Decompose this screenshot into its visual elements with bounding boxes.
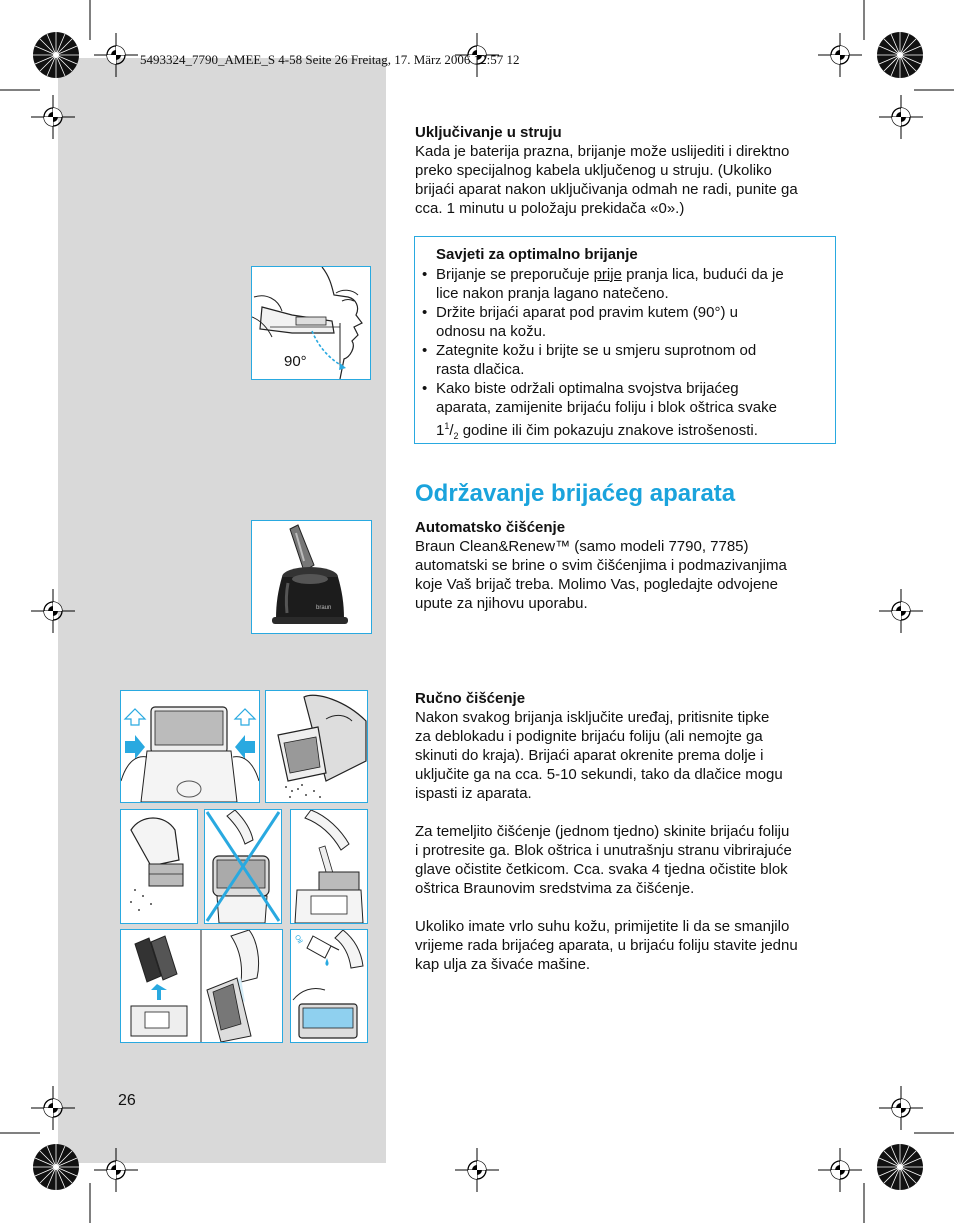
auto-clean-line: Braun Clean&Renew™ (samo modeli 7790, 7785) (415, 538, 749, 555)
mains-line: brijaći aparat nakon uključivanja odmah ne radi, punite ga (415, 181, 798, 198)
manual-clean-line: Nakon svakog brijanja isključite uređaj, pritisnite tipke (415, 709, 770, 726)
auto-clean-line: koje Vaš brijač treba. Molimo Vas, pogledajte odvojene (415, 576, 778, 593)
face-shaver-drawing (252, 267, 370, 379)
clean-renew-illustration (251, 520, 372, 634)
manual-clean-line: oštrica Braunovim sredstvima za čišćenje. (415, 880, 695, 897)
oil-label: Oil (292, 934, 304, 945)
tip-text: aparata, zamijenite brijaću foliju i blok oštrica svake (436, 399, 777, 416)
tips-title: Savjeti za optimalno brijanje (436, 246, 638, 263)
clean-station-drawing (252, 521, 371, 633)
auto-clean-heading: Automatsko čišćenje (415, 519, 566, 536)
tip-text: odnosu na kožu. (436, 323, 547, 340)
do-not-brush-foil-illustration (204, 809, 282, 924)
tip-item (415, 265, 825, 303)
release-foil-illustration (120, 690, 260, 803)
manual-clean-line: ispasti iz aparata. (415, 785, 532, 802)
tap-out-drawing (266, 691, 367, 802)
manual-clean-line: skinuti do kraja). Brijaći aparat okrenite prema dolje i (415, 747, 764, 764)
oil-foil-drawing (291, 930, 367, 1042)
fraction-numerator: 1 (444, 421, 450, 431)
tip-item (415, 341, 825, 379)
tip-item (415, 303, 825, 341)
mains-line: Kada je baterija prazna, brijanje može uslijediti i direktno (415, 143, 790, 160)
manual-clean-line: Ukoliko imate vrlo suhu kožu, primijetite li da se smanjilo (415, 918, 790, 935)
tips-box (414, 236, 836, 444)
mains-heading: Uključivanje u struju (415, 124, 562, 141)
tap-out-illustration (265, 690, 368, 803)
manual-clean-line: i protresite ga. Blok oštrica i unutrašnju stranu vibrirajuće (415, 842, 792, 859)
release-foil-drawing (121, 691, 259, 802)
tip-item: • Kako biste održali optimalna svojstva brijaćeg aparata, zamijenite brijaću foliju i blok oštrica svake $1^1/_2$ godine ili čim pokazuju znakove istrošenosti. (415, 379, 825, 446)
mains-section (415, 123, 835, 218)
tip-text: • Zategnite kožu i brijte se u smjeru suprotnom od (436, 342, 757, 359)
shaving-angle-illustration (251, 266, 371, 380)
fraction-whole: 1 (436, 422, 445, 439)
manual-clean-line: vrijeme rada brijaćeg aparata, u brijaću foliju stavite jednu (415, 937, 798, 954)
manual-clean-line: za deblokadu i podignite brijaću foliju (ali nemojte ga (415, 728, 763, 745)
tip-text: • Kako biste održali optimalna svojstva brijaćeg (436, 380, 739, 397)
tap-foil-drawing (121, 810, 197, 923)
section-title: Održavanje brijaćeg aparata (415, 480, 736, 507)
fraction-denominator: 2 (453, 431, 459, 441)
manual-clean-line: glave očistite četkicom. Cca. svaka 4 tjedna očistite blok (415, 861, 788, 878)
manual-clean-line: uključite ga na cca. 5-10 sekundi, tako da dlačice mogu (415, 766, 783, 783)
tips-list (415, 265, 825, 446)
tip-text: godine ili čim pokazuju znakove istrošenosti. (458, 422, 758, 439)
manual-clean-line: Za temeljito čišćenje (jednom tjedno) skinite brijaću foliju (415, 823, 790, 840)
cleaning-spray-drawing (121, 930, 282, 1042)
page-number: 26 (118, 1092, 136, 1109)
auto-clean-line: automatski se brine o svim čišćenjima i podmazivanjima (415, 557, 787, 574)
tip-text: Brijanje se preporučuje (436, 266, 594, 283)
tap-foil-illustration (120, 809, 198, 924)
no-brush-drawing (205, 810, 281, 923)
auto-clean-section (415, 518, 835, 613)
manual-clean-line: kap ulja za šivaće mašine. (415, 956, 591, 973)
angle-label: 90° (284, 353, 307, 370)
device-logo-text: braun (316, 605, 332, 611)
print-header: 5493324_7790_AMEE_S 4-58 Seite 26 Freitag, 17. März 2006 12:57 12 (140, 52, 520, 67)
mains-line: preko specijalnog kabela uključenog u struju. (Ukoliko (415, 162, 772, 179)
auto-clean-line: upute za njihovu uporabu. (415, 595, 588, 612)
manual-clean-heading: Ručno čišćenje (415, 690, 526, 707)
tip-text: pranja lica, budući da je (621, 266, 784, 283)
tip-text: • Držite brijaći aparat pod pravim kutem (90°) u (436, 304, 738, 321)
brush-cutter-illustration (290, 809, 368, 924)
tip-emphasis: prije (593, 266, 622, 283)
cleaning-spray-illustration (120, 929, 283, 1043)
mains-line: cca. 1 minutu u položaju prekidača «0».) (415, 200, 685, 217)
brush-cutter-drawing (291, 810, 367, 923)
tip-text: rasta dlačica. (436, 361, 525, 378)
manual-clean-section (415, 689, 835, 974)
tip-text: lice nakon pranja lagano natečeno. (436, 285, 669, 302)
oil-foil-illustration (290, 929, 368, 1043)
